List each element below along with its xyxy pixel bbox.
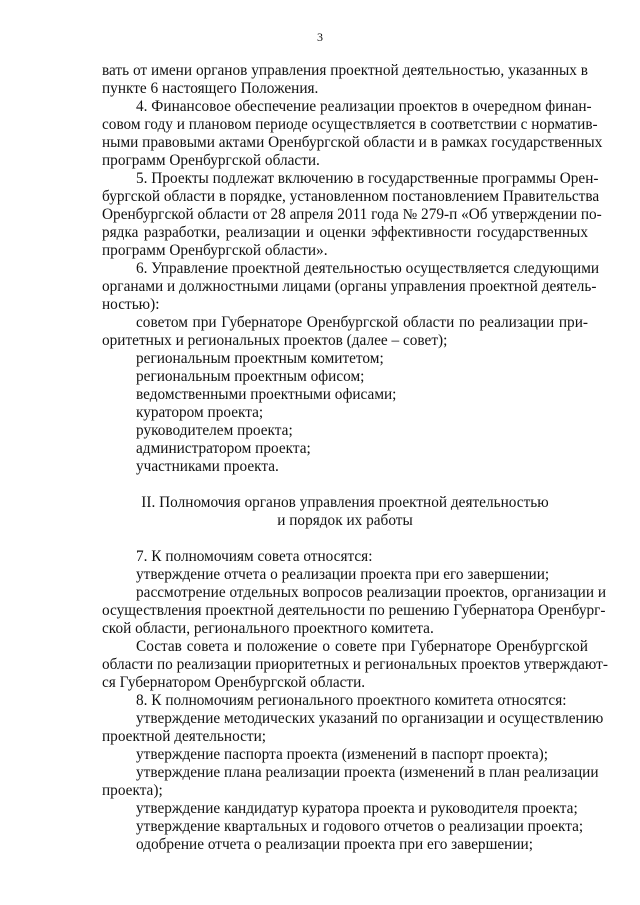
spacer bbox=[102, 476, 588, 494]
spacer bbox=[102, 530, 588, 548]
text-line: программ Оренбургской области». bbox=[102, 242, 328, 259]
text-line: утверждение плана реализации проекта (изменений в план реализации bbox=[136, 764, 599, 781]
text-line: пункте 6 настоящего Положения. bbox=[102, 80, 319, 97]
text-line: ся Губернатором Оренбургской области. bbox=[102, 674, 366, 691]
list-item: участниками проекта. bbox=[136, 458, 279, 475]
section-heading: II. Полномочия органов управления проектной деятельностью bbox=[141, 494, 549, 511]
text-line: ностью): bbox=[102, 296, 160, 313]
text-line: ской области, регионального проектного комитета. bbox=[102, 620, 434, 637]
text-line: 6. Управление проектной деятельностью осуществляется следующими bbox=[136, 260, 600, 277]
section-heading: и порядок их работы bbox=[277, 512, 413, 529]
list-item: руководителем проекта; bbox=[136, 422, 293, 439]
text-line: утверждение отчета о реализации проекта при его завершении; bbox=[136, 566, 550, 583]
list-item: региональным проектным офисом; bbox=[136, 368, 365, 385]
list-item: администратором проекта; bbox=[136, 440, 311, 457]
text-line: бургской области в порядке, установленном постановлением Правительства bbox=[102, 188, 600, 205]
text-line: вать от имени органов управления проектной деятельностью, указанных в bbox=[102, 62, 588, 79]
text-line: 5. Проекты подлежат включению в государственные программы Орен- bbox=[136, 170, 599, 187]
text-line: проекта); bbox=[102, 782, 163, 799]
text-line: области по реализации приоритетных и региональных проектов утверждают- bbox=[102, 656, 608, 673]
text-line: 4. Финансовое обеспечение реализации проектов в очередном финан- bbox=[136, 98, 592, 115]
text-line: органами и должностными лицами (органы управления проектной деятель- bbox=[102, 278, 597, 295]
text-line: 7. К полномочиям совета относятся: bbox=[136, 548, 373, 565]
text-line: оритетных и региональных проектов (далее – совет); bbox=[102, 332, 448, 349]
text-line: Состав совета и положение о совете при Губернаторе Оренбургской bbox=[136, 638, 588, 655]
text-line: утверждение квартальных и годового отчетов о реализации проекта; bbox=[136, 818, 584, 835]
text-line: осуществления проектной деятельности по решению Губернатора Оренбург- bbox=[102, 602, 606, 619]
list-item: региональным проектным комитетом; bbox=[136, 350, 384, 367]
text-line: утверждение паспорта проекта (изменений в паспорт проекта); bbox=[136, 746, 548, 763]
text-line: рядка разработки, реализации и оценки эффективности государственных bbox=[102, 224, 588, 241]
text-line: программ Оренбургской области. bbox=[102, 152, 320, 169]
list-item: ведомственными проектными офисами; bbox=[136, 386, 397, 403]
text-line: проектной деятельности; bbox=[102, 728, 267, 745]
text-line: утверждение методических указаний по организации и осуществлению bbox=[136, 710, 604, 727]
document-body bbox=[102, 62, 608, 854]
page-number: 3 bbox=[317, 30, 323, 44]
text-line: совом году и плановом периоде осуществляется в соответствии с норматив- bbox=[102, 116, 598, 133]
text-line: ными правовыми актами Оренбургской области и в рамках государственных bbox=[102, 134, 603, 151]
text-line: советом при Губернаторе Оренбургской области по реализации при- bbox=[136, 314, 588, 331]
text-line: рассмотрение отдельных вопросов реализации проектов, организации и bbox=[136, 584, 607, 601]
text-line: Оренбургской области от 28 апреля 2011 года № 279-п «Об утверждении по- bbox=[102, 206, 602, 223]
text-line: 8. К полномочиям регионального проектного комитета относятся: bbox=[136, 692, 567, 709]
text-line: одобрение отчета о реализации проекта при его завершении; bbox=[136, 836, 533, 853]
text-line: утверждение кандидатур куратора проекта и руководителя проекта; bbox=[136, 800, 578, 817]
list-item: куратором проекта; bbox=[136, 404, 264, 421]
